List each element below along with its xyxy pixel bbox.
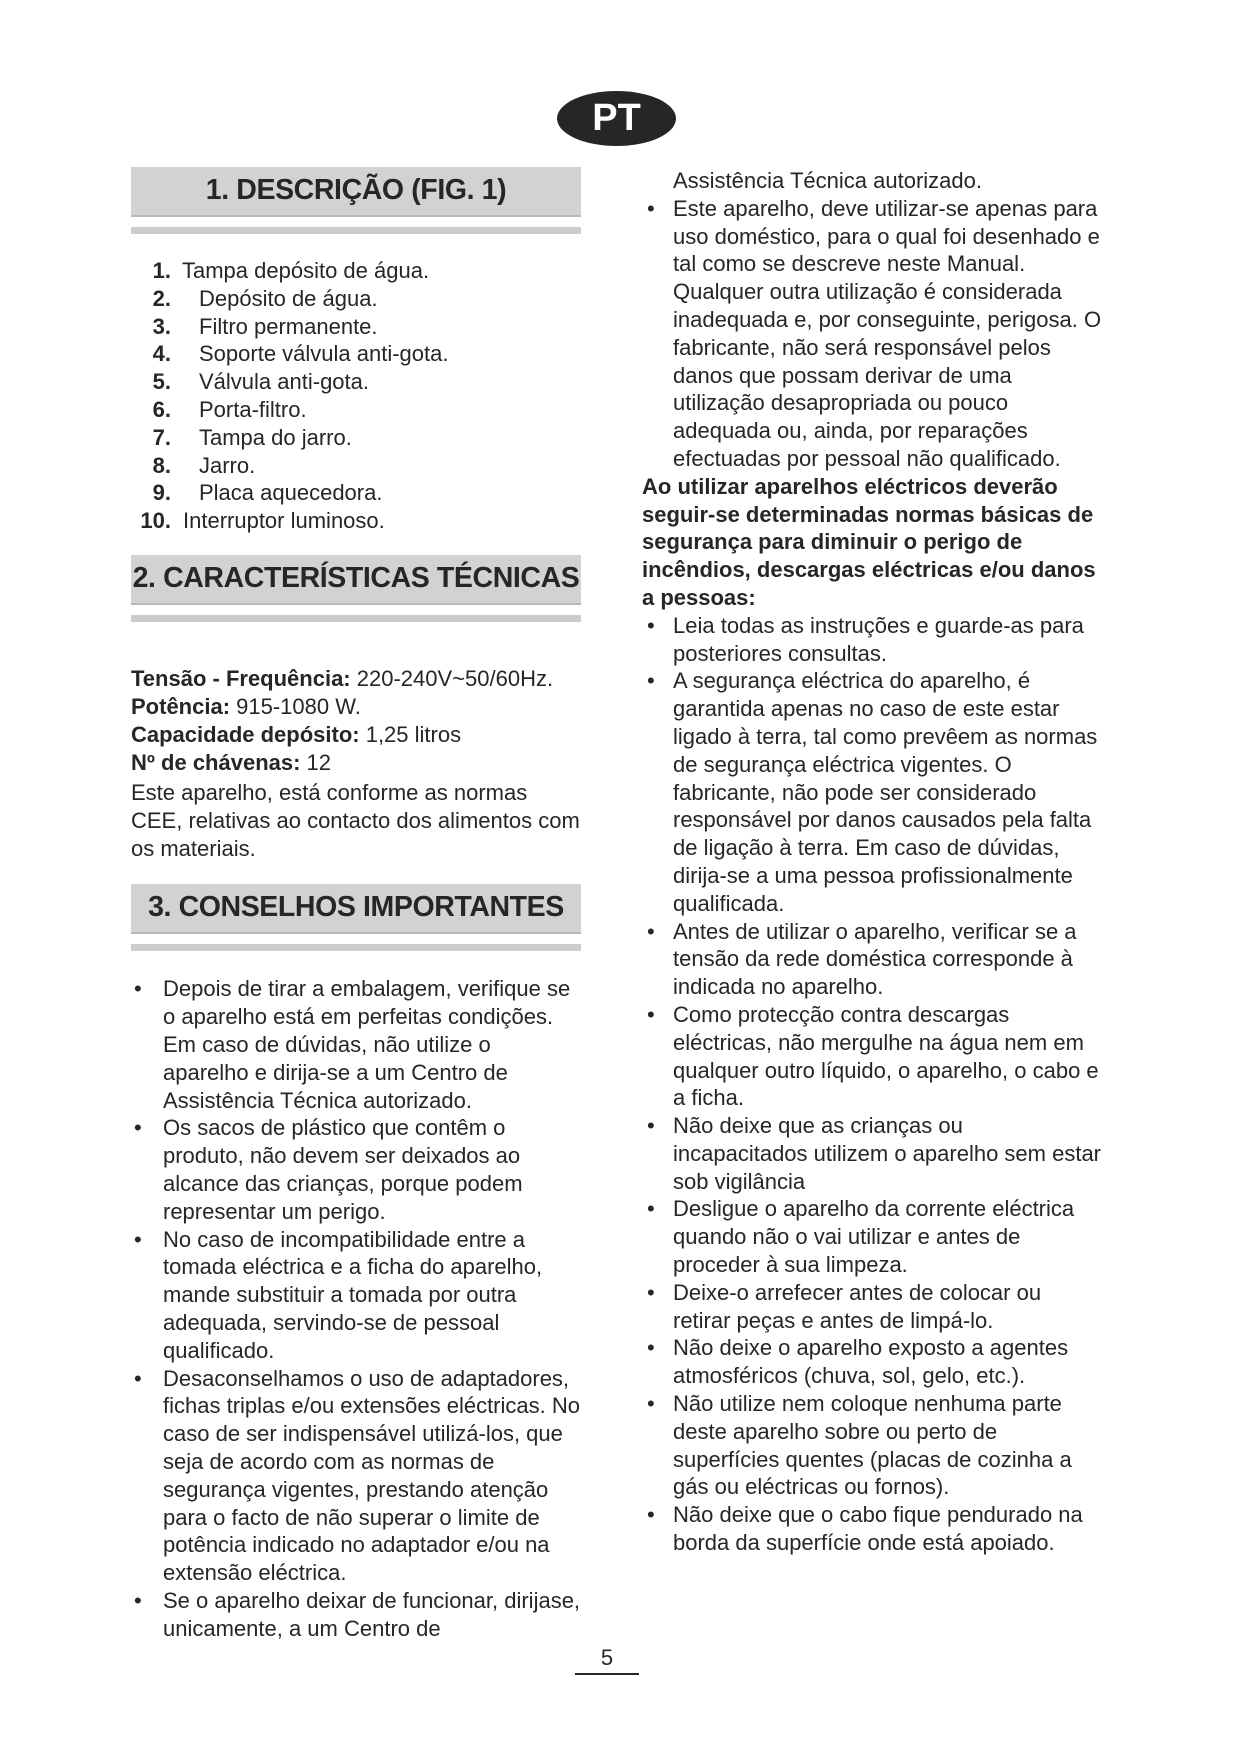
section-divider — [131, 944, 581, 951]
section-divider — [131, 615, 581, 622]
compliance-note: Este aparelho, está conforme as normas CEE, relativas ao contacto dos alimentos com os materiais. — [131, 779, 580, 861]
list-item: 1. Tampa depósito de água. — [152, 258, 430, 283]
list-item: 9. Placa aquecedora. — [152, 480, 383, 506]
list-item: 10. Interruptor luminoso. — [140, 508, 385, 534]
list-item: • Depois de tirar a embalagem, verifique se o aparelho está em perfeitas condições. Em caso de dúvidas, não utilize o aparelho e dirija-se a um Centro de Assistência Técnica autorizado. — [131, 975, 581, 1114]
advice-list-left — [131, 975, 581, 1642]
spec-cups: Nº de chávenas: 12 — [131, 749, 332, 775]
spec-capacity: Capacidade depósito: 1,25 litros — [131, 721, 462, 747]
safety-warning: Ao utilizar aparelhos eléctricos deverão seguir-se determinadas normas básicas de segurança para diminuir o perigo de incêndios, descargas eléctricas e/ou danos a pessoas: — [642, 473, 1096, 610]
list-item: • Não deixe o aparelho exposto a agentes atmosféricos (chuva, sol, gelo, etc.). — [642, 1334, 1102, 1390]
section-title-specs: 2. CARACTERÍSTICAS TÉCNICAS — [131, 555, 581, 605]
list-item: 6. Porta-filtro. — [152, 396, 307, 422]
list-item: • Não utilize nem coloque nenhuma parte deste aparelho sobre ou perto de superfícies quentes (placas de cozinha a gás ou eléctricas ou fornos). — [642, 1390, 1102, 1501]
list-item: 4. Soporte válvula anti-gota. — [152, 341, 449, 367]
section-divider — [131, 227, 581, 234]
list-item: 7. Tampa do jarro. — [152, 424, 352, 450]
parts-list — [131, 257, 581, 535]
list-item: • Desaconselhamos o uso de adaptadores, fichas triplas e/ou extensões eléctricas. No caso de ser indispensável utilizá-los, que seja de acordo com as normas de segurança vigentes, prestando atenção para o facto de não superar o limite de potência indicado no adaptador e/ou na extensão eléctrica. — [131, 1365, 581, 1587]
list-item: 3. Filtro permanente. — [152, 313, 378, 339]
list-item: • Como protecção contra descargas eléctricas, não mergulhe na água nem em qualquer outro líquido, o aparelho, o cabo e a ficha. — [642, 1001, 1102, 1112]
list-item: 5. Válvula anti-gota. — [152, 369, 369, 395]
list-item: • A segurança eléctrica do aparelho, é garantida apenas no caso de este estar ligado à terra, tal como prevêem as normas de segurança eléctrica vigentes. O fabricante, não pode ser considerado responsável por danos causados pela falta de ligação à terra. Em caso de dúvidas, dirija-se a uma pessoa profissionalmente qualificada. — [642, 667, 1102, 917]
section-title-advice: 3. CONSELHOS IMPORTANTES — [131, 884, 581, 934]
list-item: • Não deixe que as crianças ou incapacitados utilizem o aparelho sem estar sob vigilância — [642, 1112, 1102, 1195]
left-column — [131, 167, 581, 1642]
list-item: • Desligue o aparelho da corrente eléctrica quando não o vai utilizar e antes de proceder à sua limpeza. — [642, 1195, 1102, 1278]
list-item: • Deixe-o arrefecer antes de colocar ou retirar peças e antes de limpá-lo. — [642, 1279, 1102, 1335]
spec-power: Potência: 915-1080 W. — [131, 693, 361, 719]
list-item: • Este aparelho, deve utilizar-se apenas para uso doméstico, para o qual foi desenhado e tal como se descreve neste Manual. Qualquer outra utilização é considerada inadequada e, por conseguinte, perigosa. O fabricante, não será responsável pelos danos que possam derivar de uma utilização desapropriada ou pouco adequada ou, ainda, por reparações efectuadas por pessoal não qualificado. — [642, 195, 1102, 473]
list-item: 8. Jarro. — [152, 452, 256, 478]
list-item: • Os sacos de plástico que contêm o produto, não devem ser deixados ao alcance das crianças, porque podem representar um perigo. — [131, 1114, 581, 1225]
list-item: • Não deixe que o cabo fique pendurado na borda da superfície onde está apoiado. — [642, 1501, 1102, 1557]
list-item: • Leia todas as instruções e guarde-as para posteriores consultas. — [642, 612, 1102, 668]
specs-block — [131, 665, 581, 862]
page-number: 5 — [575, 1645, 639, 1675]
section-title-description: 1. DESCRIÇÃO (FIG. 1) — [131, 167, 581, 217]
right-column — [642, 167, 1102, 1557]
list-item: • Antes de utilizar o aparelho, verificar se a tensão da rede doméstica corresponde à indicada no aparelho. — [642, 918, 1102, 1001]
list-item: • Se o aparelho deixar de funcionar, dirijase, unicamente, a um Centro de — [131, 1587, 581, 1643]
list-item: 2. Depósito de água. — [152, 285, 378, 311]
advice-list-right-top — [642, 195, 1102, 473]
advice-list-right — [642, 612, 1102, 1557]
spec-voltage: Tensão - Frequência: 220-240V~50/60Hz. — [131, 665, 554, 691]
list-item: • No caso de incompatibilidade entre a tomada eléctrica e a ficha do aparelho, mande substituir a tomada por outra adequada, servindo-se de pessoal qualificado. — [131, 1226, 581, 1365]
language-badge: PT — [557, 91, 676, 146]
continued-text: Assistência Técnica autorizado. — [673, 168, 982, 193]
